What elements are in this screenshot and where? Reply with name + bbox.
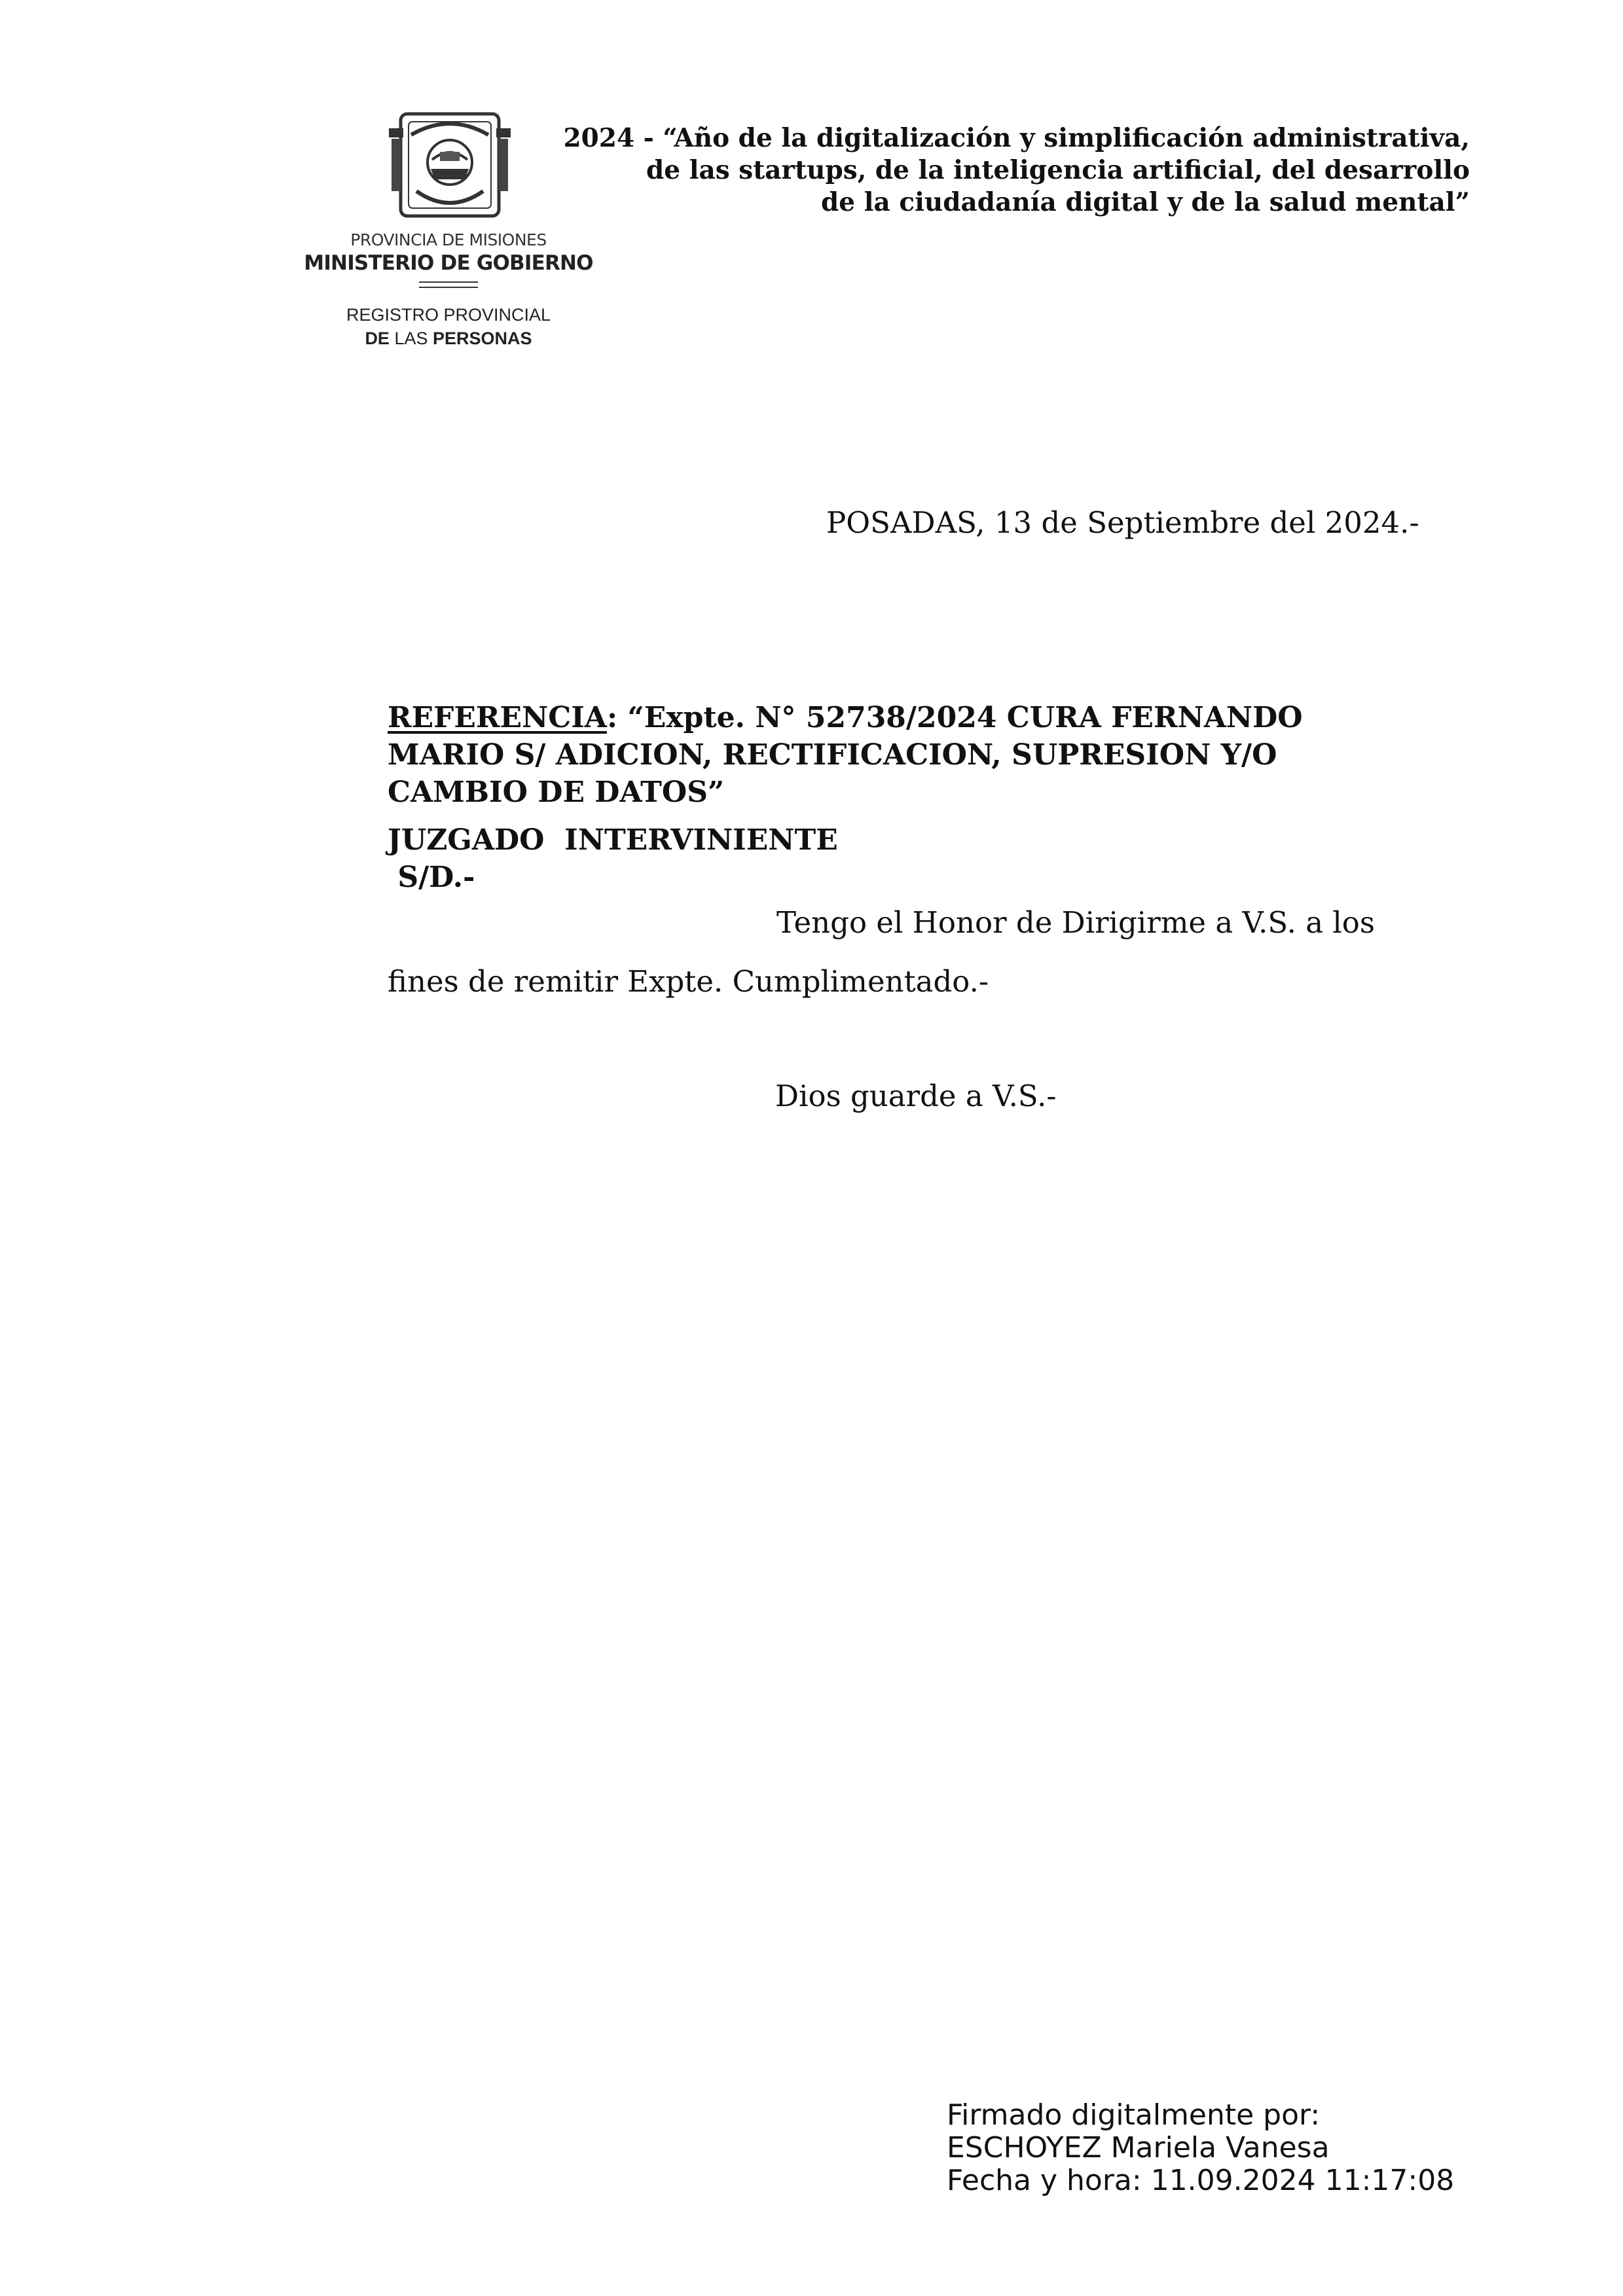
divider bbox=[419, 287, 478, 288]
reference-block bbox=[388, 699, 1501, 811]
province-name: PROVINCIA DE MISIONES bbox=[350, 230, 547, 249]
signature-line-3: Fecha y hora: 11.09.2024 11:17:08 bbox=[947, 2164, 1455, 2197]
reference-line-3: CAMBIO DE DATOS” bbox=[388, 776, 725, 809]
signature-line-1: Firmado digitalmente por: bbox=[947, 2098, 1321, 2132]
body-line-2: fines de remitir Expte. Cumplimentado.- bbox=[388, 964, 989, 999]
header-motto bbox=[488, 122, 1470, 219]
reference-line-1: REFERENCIA: “Expte. N° 52738/2024 CURA FERNANDO bbox=[388, 701, 1303, 734]
ministry-name: MINISTERIO DE GOBIERNO bbox=[304, 251, 593, 275]
motto-line-3: de la ciudadanía digital y de la salud mental” bbox=[821, 187, 1470, 217]
registry-line-1: REGISTRO PROVINCIAL bbox=[346, 305, 551, 325]
court-name: JUZGADO INTERVINIENTE bbox=[388, 823, 838, 857]
signature-line-2: ESCHOYEZ Mariela Vanesa bbox=[947, 2131, 1330, 2164]
registry-line-2: DE LAS PERSONAS bbox=[365, 329, 532, 348]
sd-abbrev: S/D.- bbox=[388, 861, 475, 894]
motto-line-2: de las startups, de la inteligencia artificial, del desarrollo bbox=[646, 155, 1470, 185]
reference-line-2: MARIO S/ ADICION, RECTIFICACION, SUPRESION Y/O bbox=[388, 738, 1277, 772]
body-line-1: Tengo el Honor de Dirigirme a V.S. a los bbox=[776, 905, 1375, 940]
divider bbox=[419, 281, 478, 283]
addressee-block bbox=[388, 821, 838, 896]
closing-line: Dios guarde a V.S.- bbox=[775, 1079, 1057, 1113]
motto-line-1: 2024 - “Año de la digitalización y simplificación administrativa, bbox=[563, 123, 1470, 153]
digital-signature bbox=[947, 2099, 1454, 2197]
letter-date: POSADAS, 13 de Septiembre del 2024.- bbox=[826, 505, 1419, 540]
reference-label: REFERENCIA bbox=[388, 701, 607, 734]
